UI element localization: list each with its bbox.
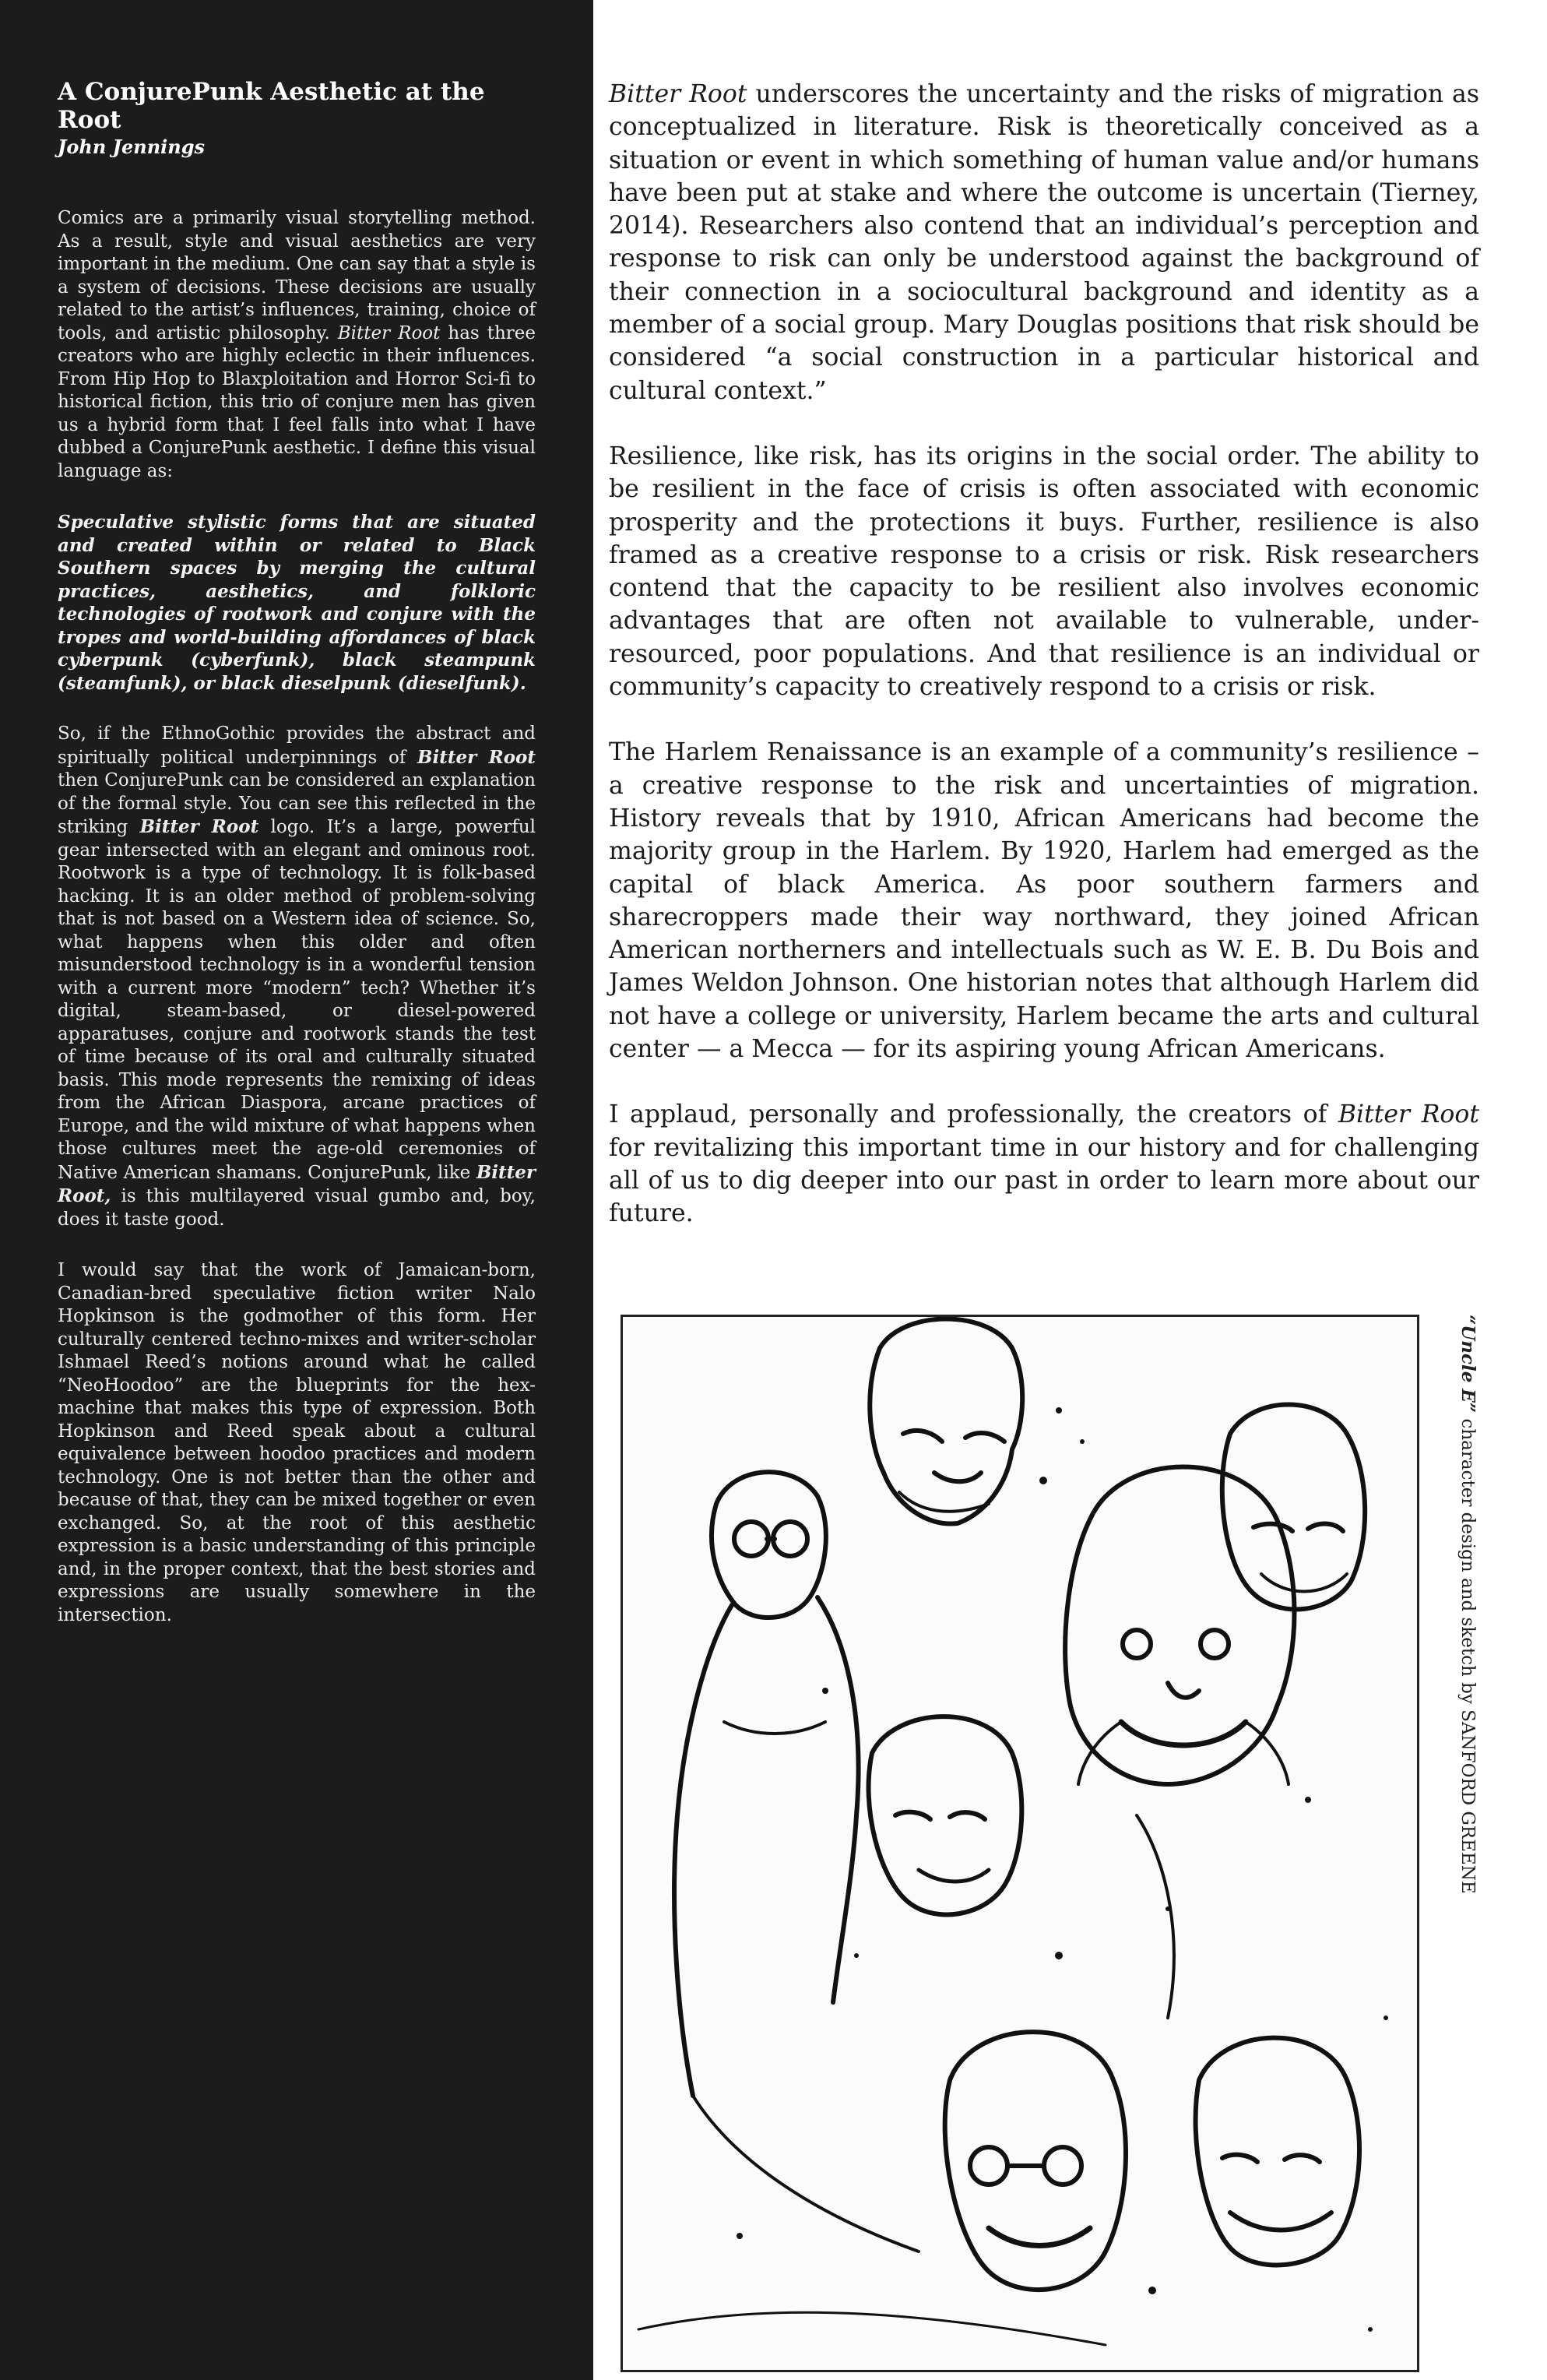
head-sketch-1 bbox=[870, 1319, 1022, 1524]
head-sketch-4 bbox=[1065, 1467, 1294, 1785]
title-reference: Bitter Root bbox=[139, 816, 259, 837]
sidebar-paragraph-3: I would say that the work of Jamaican-born, Canadian-bred speculative fiction writer Nalo Hopkinson is the godmother of this form. Her culturally centered techno-mixes and writer-scholar Ishmael Reed’s notions around what he called “NeoHoodoo” are the blueprints for the hex-machine that makes this type of expression. Both Hopkinson and Reed speak about a cultural equivalence between hoodoo practices and modern technology. One is not better than the other and because of that, they can be mixed together or even exchanged. So, at the root of this aesthetic expression is a basic understanding of this principle and, in the proper context, that the best stories and expressions are usually somewhere in the intersection. bbox=[58, 1260, 536, 1625]
title-reference: Bitter Root bbox=[1338, 1100, 1479, 1129]
essay-sidebar bbox=[0, 0, 593, 2380]
main-paragraph-2: Resilience, like risk, has its origins in the social order. The ability to be resilient in the face of crisis is often associated with economic prosperity and the protections it buys. Further, resilience is also framed as a creative response to a crisis or risk. Risk researchers contend that the capacity to be resilient also involves economic advantages that are often not available to vulnerable, under-resourced, poor populations. And that resilience is an individual or community’s capacity to creatively respond to a crisis or risk. bbox=[609, 442, 1479, 702]
text-run: is this multilayered visual gumbo and, boy, does it taste good. bbox=[58, 1186, 536, 1230]
sidebar-content bbox=[58, 78, 536, 1655]
text-run: then ConjurePunk can be considered an explanation of the formal style. You can see this reflected in the striking bbox=[58, 770, 536, 837]
text-run: underscores the uncertainty and the risks of migration as conceptualized in literature. Risk is theoretically conceived as a situation or event in which something of human value and/or humans have been put at stake and where the outcome is uncertain (Tierney, 2014). Researchers also contend that an individual’s perception and response to risk can only be understood against the background of their connection in a sociocultural background and identity as a member of a social group. Mary Douglas positions that risk should be considered “a social construction in a particular historical and cultural context.” bbox=[609, 80, 1479, 405]
head-sketch-2 bbox=[674, 1472, 858, 2096]
title-reference: Bitter Root bbox=[609, 80, 747, 108]
text-run: Comics are a primarily visual storytelling method. As a result, style and visual aesthetics are very important in the medium. One can say that a style is a system of decisions. These decisions are usually related to the artist’s influences, training, choice of tools, and artistic philosophy. bbox=[58, 208, 536, 343]
main-paragraph-1 bbox=[609, 78, 1479, 407]
title-reference: Bitter Root bbox=[337, 322, 441, 343]
caption-credit: character design and sketch by SANFORD GREENE bbox=[1457, 1413, 1478, 1894]
sketch-drawing bbox=[623, 1317, 1417, 2370]
head-sketch-5 bbox=[869, 1716, 1022, 1914]
main-column bbox=[609, 78, 1479, 1263]
title-reference: Bitter Root bbox=[417, 746, 536, 768]
text-run: logo. It’s a large, powerful gear intersected with an elegant and ominous root. Rootwork is a type of technology. It is folk-based hacking. It is an older method of problem-solving that is not based on a Western idea of science. So, what happens when this older and often misunderstood technology is in a wonderful tension with a current more “modern” tech? Whether it’s digital, steam-based, or diesel-powered apparatuses, conjure and rootwork stands the test of time because of its oral and culturally situated basis. This mode represents the remixing of ideas from the African Diaspora, arcane practices of Europe, and the wild mixture of what happens when those cultures meet the age-old ceremonies of Native American shamans. ConjurePunk, like bbox=[58, 817, 536, 1183]
text-run: So, if the EthnoGothic provides the abstract and spiritually political underpinnings of bbox=[58, 724, 536, 768]
essay-author: John Jennings bbox=[58, 136, 205, 158]
main-paragraph-3: The Harlem Renaissance is an example of a community’s resilience – a creative response to the risk and uncertainties of migration. History reveals that by 1910, African Americans had become the majority group in the Harlem. By 1920, Harlem had emerged as the capital of black America. As poor southern farmers and sharecroppers made their way northward, they joined African American northerners and intellectuals such as W. E. B. Du Bois and James Weldon Johnson. One historian notes that although Harlem did not have a college or university, Harlem became the arts and cultural center — a Mecca — for its aspiring young African Americans. bbox=[609, 738, 1479, 1064]
conjurepunk-definition: Speculative stylistic forms that are situated and created within or related to Black Southern spaces by merging the cultural practices, aesthetics, and folkloric technologies of rootwork and conjure with the tropes and world-building affordances of black cyberpunk (cyberfunk), black steampunk (steamfunk), or black dieselpunk (dieselfunk). bbox=[58, 512, 536, 694]
text-run: I applaud, personally and professionally, the creators of bbox=[609, 1100, 1338, 1129]
essay-title: A ConjurePunk Aesthetic at the Root bbox=[58, 78, 485, 134]
illustration-caption bbox=[1452, 1315, 1483, 2368]
character-sketch-illustration bbox=[621, 1315, 1419, 2372]
sidebar-paragraph-2 bbox=[58, 723, 536, 1231]
head-sketch-7 bbox=[1196, 2038, 1359, 2266]
sidebar-paragraph-1 bbox=[58, 207, 536, 483]
title-reference: Bitter Root, bbox=[58, 1161, 536, 1206]
caption-character-name: “Uncle E” bbox=[1457, 1315, 1478, 1414]
text-run: for revitalizing this important time in our history and for challenging all of us to dig deeper into our past in order to learn more about our future. bbox=[609, 1133, 1479, 1228]
head-sketch-6 bbox=[945, 2032, 1126, 2290]
main-paragraph-4 bbox=[609, 1098, 1479, 1230]
text-run: has three creators who are highly eclectic in their influences. From Hip Hop to Blaxploitation and Horror Sci-fi to historical fiction, this trio of conjure men has given us a hybrid form that I feel falls into what I have dubbed a ConjurePunk aesthetic. I define this visual language as: bbox=[58, 322, 536, 481]
